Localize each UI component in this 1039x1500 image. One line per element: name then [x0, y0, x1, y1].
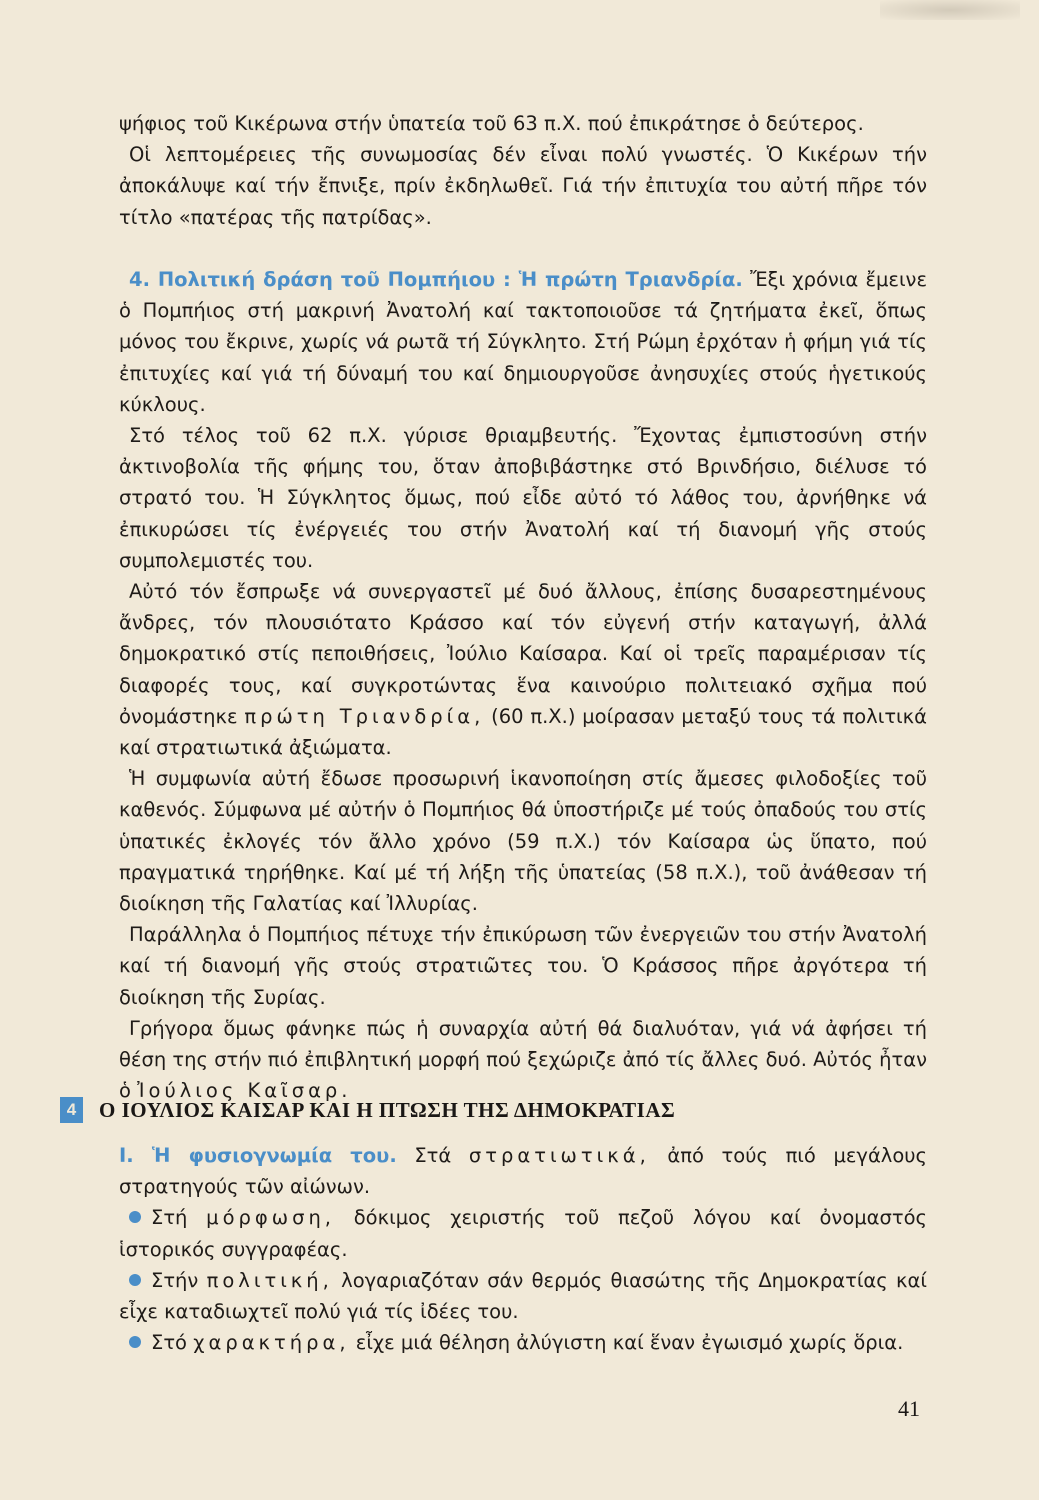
section-pompey [119, 264, 927, 1106]
subsection-1-heading: Ι. Ἡ φυσιογνωμία του. [119, 1144, 397, 1167]
opening-text [119, 108, 927, 233]
triumvirate-text-a: Αὐτό τόν ἔσπρωξε νά συνεργαστεῖ μέ δυό ἄλλους, ἐπίσης δυσαρεστημένους ἄνδρες, τόν πλουσιότατο Κράσσο καί τόν εὐγενή στήν καταγωγή, ἀλλά δημοκρατικό στίς πεποιθήσεις, Ἰούλιο Καίσαρα. Καί οἱ τρεῖς παραμέρισαν τίς διαφορές τους, καί συγκροτώντας ἕνα καινούριο πολιτειακό σχῆμα πού ὀνομάστηκε [119, 580, 927, 728]
physiognomy-lead [119, 1140, 927, 1202]
bullet-education [119, 1202, 927, 1264]
pompey-paragraph-2: Στό τέλος τοῦ 62 π.Χ. γύρισε θριαμβευτής. Ἔχοντας ἐμπιστοσύνη στήν ἀκτινοβολία τῆς φήμης του, ὅταν ἀποβιβάστηκε στό Βρινδήσιο, διέλυσε τό στρατό του. Ἡ Σύγκλητος ὅμως, πού εἶδε αὐτό τό λάθος του, ἀρνήθηκε νά ἐπικυρώσει τίς ἐνέργειές του στήν Ἀνατολή καί τή διανομή γῆς στούς συμπολεμιστές του. [119, 424, 927, 572]
pompey-paragraph-4: Ἡ συμφωνία αὐτή ἔδωσε προσωρινή ἱκανοποίηση στίς ἄμεσες φιλοδοξίες τοῦ καθενός. Σύμφωνα μέ αὐτήν ὁ Πομπήιος θά ὑποστήριζε μέ τούς ὀπαδούς του στίς ὑπατικές ἐκλογές τόν ἄλλο χρόνο (59 π.Χ.) τόν Καίσαρα ὡς ὕπατο, πού πραγματικά τηρήθηκε. Καί μέ τή λήξη τῆς ὑπατείας (58 π.Χ.), τοῦ ἀνάθεσαν τή διοίκηση τῆς Γαλατίας καί Ἰλλυρίας. [119, 767, 927, 916]
lead-text-a: Στά [396, 1144, 469, 1167]
pompey-paragraph-1-text: Ἔξι χρόνια ἔμεινε ὁ Πομπήιος στή μακρινή Ἀνατολή καί τακτοποιοῦσε τά ζητήματα ἐκεῖ, ὅπως μόνος του ἔκρινε, χωρίς νά ρωτᾶ τή Σύγκλητο. Στή Ρώμη ἐρχόταν ἡ φήμη γιά τίς ἐπιτυχίες καί γιά τή δύναμή του καί δημιουργοῦσε ἀνησυχίες στούς ἡγετικούς κύκλους. [119, 268, 927, 416]
opening-line: ψήφιος τοῦ Κικέρωνα στήν ὑπατεία τοῦ 63 π.Χ. πού ἐπικράτησε ὁ δεύτερος. [119, 112, 864, 135]
bullet-education-a: Στή [151, 1206, 207, 1230]
character-term: χαρακτήρα, [193, 1331, 350, 1355]
bullet-politics [119, 1265, 927, 1327]
page-number: 41 [898, 1396, 920, 1421]
section-4-heading: 4. Πολιτική δράση τοῦ Πομπήιου : Ἡ πρώτη Τριανδρία. [129, 268, 743, 291]
pompey-paragraph-3 [119, 576, 927, 763]
politics-term: πολιτική, [206, 1268, 333, 1292]
pompey-paragraph-5: Παράλληλα ὁ Πομπήιος πέτυχε τήν ἐπικύρωση τῶν ἐνεργειῶν του στήν Ἀνατολή καί τή διανομή γῆς στούς στρατιῶτες του. Ὁ Κράσσος πῆρε ἀργότερα τή διοίκηση τῆς Συρίας. [119, 923, 927, 1009]
bullet-character [119, 1327, 927, 1358]
julius-caesar-term: Ἰούλιος Καῖσαρ. [137, 1079, 352, 1103]
bullet-icon [129, 1211, 141, 1223]
lead-text-b: ἀπό τούς πιό μεγάλους στρατηγούς τῶν αἰώνων. [119, 1144, 927, 1199]
chapter-number-badge: 4 [60, 1097, 83, 1123]
military-term: στρατιωτικά, [468, 1144, 650, 1167]
bullet-education-b: δόκιμος χειριστής τοῦ πεζοῦ λόγου καί ὀνομαστός ἱστορικός συγγραφέας. [119, 1206, 927, 1261]
triumvirate-text-b: (60 π.Χ.) μοίρασαν μεταξύ τους τά πολιτικά καί στρατιωτικά ἀξιώματα. [119, 704, 928, 760]
scan-smudge [880, 0, 1020, 20]
pompey-paragraph-1 [119, 264, 927, 420]
bullet-icon [129, 1336, 141, 1348]
education-term: μόρφωση, [206, 1206, 335, 1230]
subsection-physiognomy [119, 1140, 927, 1358]
bullet-character-b: εἶχε μιά θέληση ἀλύγιστη καί ἕναν ἐγωισμό χωρίς ὅρια. [349, 1331, 904, 1355]
bullet-icon [129, 1274, 141, 1286]
bullet-character-a: Στό [151, 1331, 194, 1355]
bullet-politics-b: λογαριαζόταν σάν θερμός θιασώτης τῆς Δημοκρατίας καί εἶχε καταδιωχτεῖ πολύ γιά τίς ἰδέες του. [119, 1268, 927, 1324]
chapter-title: Ο ΙΟΥΛΙΟΣ ΚΑΙΣΑΡ ΚΑΙ Η ΠΤΩΣΗ ΤΗΣ ΔΗΜΟΚΡΑΤΙΑΣ [99, 1097, 676, 1122]
conspiracy-paragraph: Οἱ λεπτομέρειες τῆς συνωμοσίας δέν εἶναι πολύ γνωστές. Ὁ Κικέρων τήν ἀποκάλυψε καί τήν ἔπνιξε, πρίν ἐκδηλωθεῖ. Γιά τήν ἐπιτυχία του αὐτή πῆρε τόν τίτλο «πατέρας τῆς πατρίδας». [119, 143, 927, 229]
first-triumvirate-term: πρώτη Τριανδρία, [244, 704, 485, 728]
chapter-header [60, 1092, 960, 1128]
caesar-intro-text: Γρήγορα ὅμως φάνηκε πώς ἡ συναρχία αὐτή θά διαλυόταν, γιά νά ἀφήσει τή θέση της στήν πιό ἐπιβλητική μορφή πού ξεχώριζε ἀπό τίς ἄλλες δυό. Αὐτός ἦταν ὁ [119, 1016, 927, 1103]
bullet-politics-a: Στήν [151, 1268, 207, 1292]
